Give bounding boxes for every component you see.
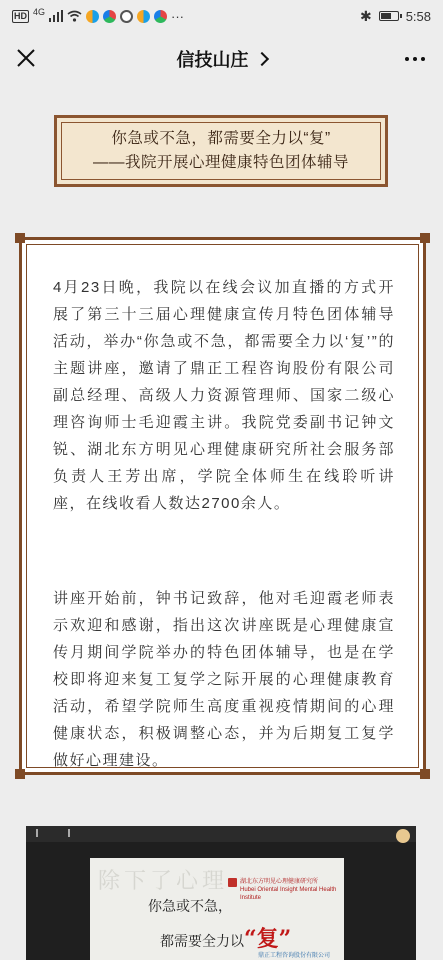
lecture-photo[interactable] [26,826,416,960]
network-type: 4G [33,7,46,17]
status-bar-left [12,9,184,24]
battery-icon [379,11,399,21]
article-paragraph-2: 讲座开始前，钟书记致辞，他对毛迎霞老师表示欢迎和感谢，指出这次讲座既是心理健康宣传月期间学院举办的特色团体辅导，也是在学校即将迎来复工复学之际开展的心理健康教育活动，希望学院师生高度重视疫情期间的心理健康状态，积极调整心态，并为后期复工复学做好心理建设。 [53,590,395,769]
slide-org-cn: 湖北东方明见心理健康研究所 [240,879,319,885]
lecture-slide [90,858,344,960]
slide-handwriting-2 [160,922,291,953]
slide-company-name: 鼎正工程咨询股份有限公司 [258,953,331,959]
slide-background-calligraphy: 除下了心理 [98,869,229,894]
slide-handwriting-1: 你急或不急， [148,899,232,915]
frame-corner-ornament [420,769,430,779]
more-options-button[interactable] [401,47,429,71]
close-icon[interactable] [12,44,40,72]
account-title-link[interactable] [177,46,267,72]
slide-fu-char: “复” [244,926,292,952]
camera-notification-icon [120,10,133,23]
chevron-right-icon [254,52,268,66]
status-bar-right [360,8,431,25]
photo-top-bar [26,826,416,842]
article-headline-box [54,115,388,187]
bluetooth-icon: ✱ [359,7,372,24]
dot-icon [413,57,417,61]
browser-notification-icon [103,10,116,23]
app-notification-icon-2 [137,10,150,23]
article-paragraph-1: 4月23日晚，我院以在线会议加直播的方式开展了第三十三届心理健康宣传月特色团体辅导活动，举办“你急或不急，都需要全力以‘复’”的主题讲座，邀请了鼎正工程咨询股份有限公司副总经理、高级人力资源管理师、国家二级心理咨询师士毛迎霞主讲。我院党委副书记钟文锐、湖北东方明见心理健康研究所社会服务部负责人王芳出席，学院全体师生在线聆听讲座，在线收看人数达2700余人。 [53,279,395,512]
frame-corner-ornament [15,769,25,779]
navigation-bar [0,32,443,86]
app-logo-icon [36,829,70,837]
slide-handwriting-2-text: 都需要全力以 [160,934,244,950]
slide-org-name [240,878,344,902]
status-time: 5:58 [405,8,431,24]
frame-corner-ornament [15,233,25,243]
headline-inner-frame [61,122,381,180]
status-bar [0,0,443,32]
avatar [396,829,410,843]
dot-icon [421,57,425,61]
headline-line-2: ——我院开展心理健康特色团体辅导 [92,154,349,171]
frame-corner-ornament [420,233,430,243]
slide-org-en: Hubei Oriental Insight Mental Health Institute [240,887,337,901]
more-notifications-icon: ··· [171,8,185,24]
org-seal-icon [228,878,237,887]
signal-icon [49,10,63,22]
page-title: 信技山庄 [176,50,249,70]
app-notification-icon [86,10,99,23]
article-inner-frame [26,244,419,768]
wifi-icon [67,10,82,22]
hd-badge: HD [14,10,27,21]
browser-notification-icon-2 [154,10,167,23]
headline-line-1: 你急或不急，都需要全力以“复” [111,130,331,147]
dot-icon [405,57,409,61]
article-frame [19,237,426,775]
